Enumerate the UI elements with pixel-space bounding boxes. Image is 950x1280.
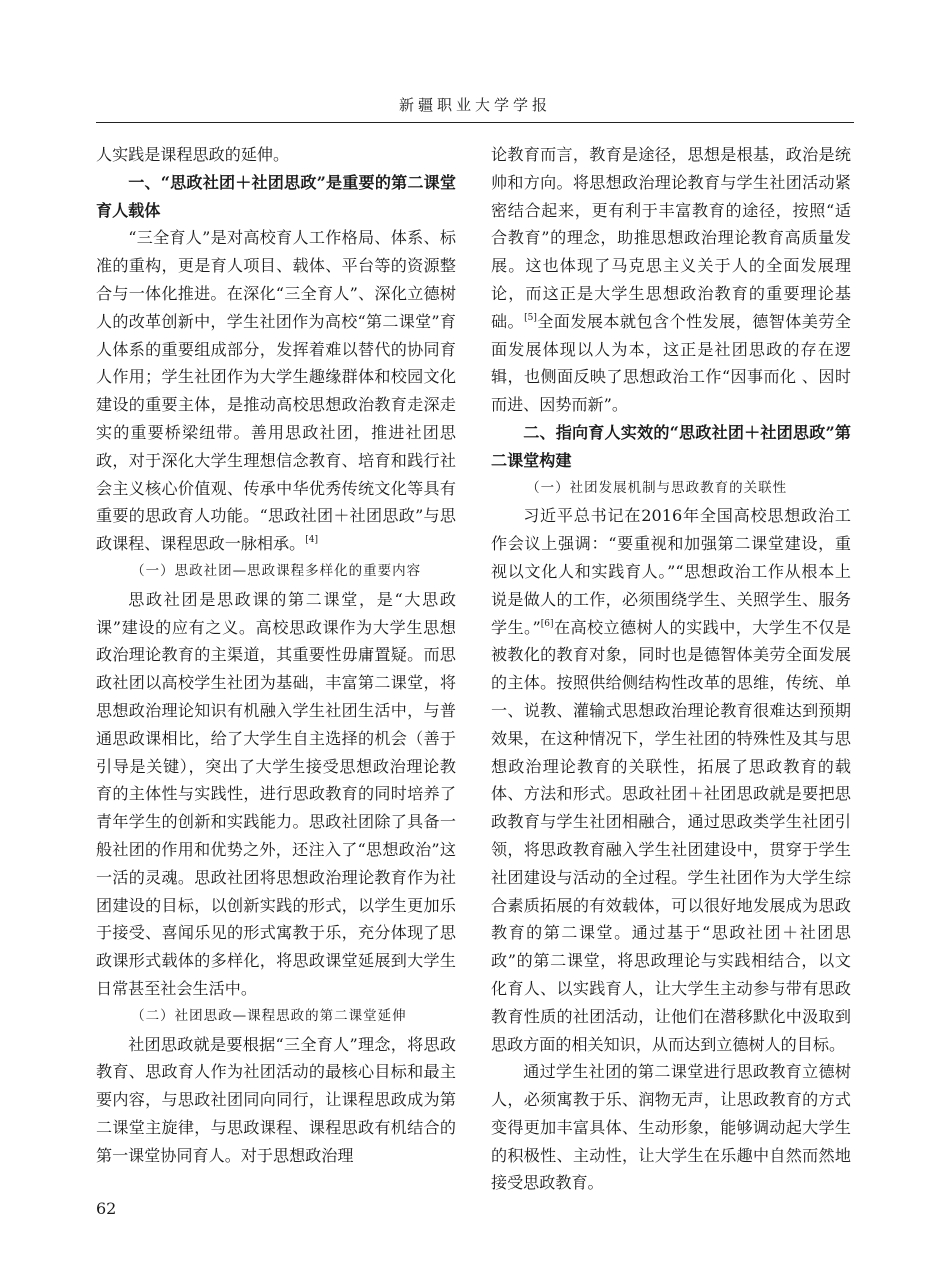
citation-ref: [6]: [540, 618, 554, 629]
left-column: [96, 141, 456, 1169]
running-header: [96, 92, 854, 123]
paragraph-text: “三全育人”是对高校育人工作格局、体系、标准的重构，更是育人项目、载体、平台等的资源整合与一体化推进。在深化“三全育人”、深化立德树人的改革创新中，学生社团作为高校“第二课堂”育人体系的重要组成部分，发挥着难以替代的协同育人作用；学生社团作为大学生趣缘群体和校园文化建设的重要主体，是推动高校思想政治教育走深走实的重要桥梁纽带。善用思政社团，推进社团思政，对于深化大学生理想信念教育、培育和践行社会主义核心价值观、传承中华优秀传统文化等具有重要的思政育人功能。“思政社团＋社团思政”与思政课程、课程思政一脉相承。: [96, 228, 456, 554]
paragraph-text: 全面发展本就包含个性发展，德智体美劳全面发展体现以人为本，这正是社团思政的存在逻辑，也侧面反映了思想政治工作“因事而化 、因时而进、因势而新”。: [491, 311, 852, 415]
paragraph: [96, 224, 456, 558]
journal-title: 新疆职业大学学报: [398, 96, 551, 114]
paragraph-continuation: 人实践是课程思政的延伸。: [96, 145, 290, 164]
page-number: 62: [96, 1199, 117, 1218]
paragraph-text: 在高校立德树人的实践中，大学生不仅是被教化的教育对象，同时也是德智体美劳全面发展的主体。按照供给侧结构性改革的思维，传统、单一、说教、灌输式思想政治理论教育很难达到预期效果，在这种情况下，学生社团的特殊性及其与思想政治理论教育的关联性，拓展了思政教育的载体、方法和形式。思政社团＋社团思政就是要把思政教育与学生社团相融合，通过思政类学生社团引领，将思政教育融入学生社团建设中，贯穿于学生社团建设与活动的全过程。学生社团作为大学生综合素质拓展的有效载体，可以很好地发展成为思政教育的第二课堂。通过基于“思政社团＋社团思政”的第二课堂，将思政理论与实践相结合，以文化育人、以实践育人，让大学生主动参与带有思政教育性质的社团活动，让他们在潜移默化中汲取到思政方面的相关知识，从而达到立德树人的目标。: [491, 617, 851, 1054]
paragraph: 思政社团是思政课的第二课堂，是“大思政课”建设的应有之义。高校思政课作为大学生思想政治理论教育的主渠道，其重要性毋庸置疑。而思政社团以高校学生社团为基础，丰富第二课堂，将思想政治理论知识有机融入学生社团生活中，与普通思政课相比，给了大学生自主选择的机会（善于引导是关键），突出了大学生接受思想政治理论教育的主体性与实践性，进行思政教育的同时培养了青年学生的创新和实践能力。思政社团除了具备一般社团的作用和优势之外，还注入了“思想政治”这一活的灵魂。思政社团将思想政治理论教育作为社团建设的目标，以创新实践的形式，以学生更加乐于接受、喜闻乐见的形式寓教于乐，充分体现了思政课形式载体的多样化，将思政课堂延展到大学生日常甚至社会生活中。: [96, 589, 456, 998]
section-heading-1: 一、“思政社团＋社团思政”是重要的第二课堂育人载体: [96, 172, 456, 220]
citation-ref: [5]: [524, 312, 537, 323]
paragraph-text: 习近平总书记在2016年全国高校思想政治工作会议上强调：“要重视和加强第二课堂建设，重视以文化人和实践育人。”“思想政治工作从根本上说是做人的工作，必须围绕学生、关照学生、服务学生。”: [491, 506, 851, 637]
paragraph-continuation: [491, 141, 851, 419]
paragraph: 通过学生社团的第二课堂进行思政教育立德树人，必须寓教于乐、润物无声，让思政教育的方式变得更加丰富具体、生动形象，能够调动起大学生的积极性、主动性，让大学生在乐趣中自然而然地接受思政教育。: [491, 1062, 851, 1193]
subsection-heading-3: （一）社团发展机制与思政教育的关联性: [526, 479, 788, 496]
paragraph: 社团思政就是要根据“三全育人”理念，将思政教育、思政育人作为社团活动的最核心目标和最主要内容，与思政社团同向同行，让课程思政成为第二课堂主旋律，与思政课程、课程思政有机结合的第一课堂协同育人。对于思想政治理: [96, 1034, 456, 1165]
subsection-heading-1: （一）思政社团—思政课程多样化的重要内容: [131, 562, 422, 579]
subsection-heading-2: （二）社团思政—课程思政的第二课堂延伸: [131, 1007, 407, 1024]
section-heading-2: 二、指向育人实效的“思政社团＋社团思政”第二课堂构建: [491, 422, 851, 470]
right-column: [491, 141, 851, 1197]
citation-ref: [4]: [305, 535, 318, 546]
paragraph: [491, 502, 851, 1058]
paragraph-text: 论教育而言，教育是途径，思想是根基，政治是统帅和方向。将思想政治理论教育与学生社团活动紧密结合起来，更有利于丰富教育的途径，按照“适合教育”的理念，助推思想政治理论教育高质量发展。这也体现了马克思主义关于人的全面发展理论，而这正是大学生思想政治教育的重要理论基础。: [491, 145, 851, 331]
